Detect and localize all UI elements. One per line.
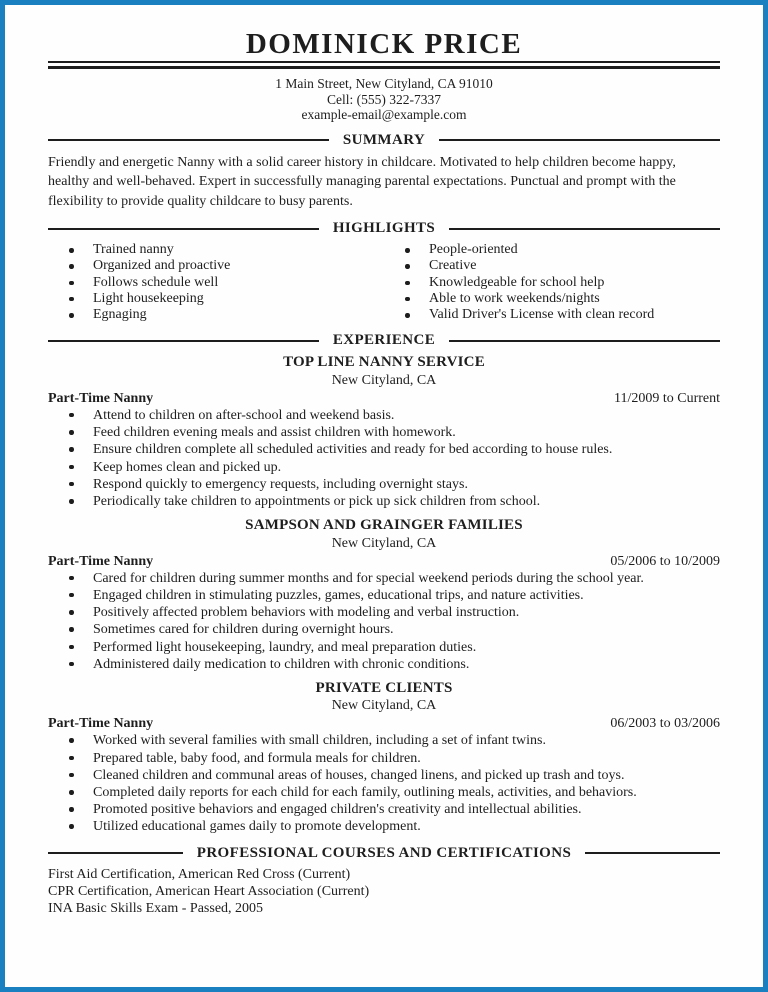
resume-name: DOMINICK PRICE: [245, 28, 523, 60]
job-bullet: Performed light housekeeping, laundry, and meal preparation duties.: [48, 639, 720, 656]
highlight-item: Egnaging: [48, 307, 384, 323]
job-bullet: Positively affected problem behaviors with modeling and verbal instruction.: [48, 604, 720, 621]
highlight-item: Able to work weekends/nights: [384, 291, 720, 307]
job-title: Part-Time Nanny: [48, 553, 154, 569]
experience-section-title: EXPERIENCE: [332, 332, 436, 349]
highlight-item: Valid Driver's License with clean record: [384, 307, 720, 323]
job-dates: 05/2006 to 10/2009: [610, 553, 720, 569]
certification-item: CPR Certification, American Heart Association (Current): [48, 883, 370, 899]
job-bullet: Cared for children during summer months and for special weekend periods during the school year.: [48, 570, 720, 587]
job-bullet: Completed daily reports for each child for each family, outlining meals, activities, and behaviors.: [48, 784, 720, 801]
job-bullet: Prepared table, baby food, and formula meals for children.: [48, 750, 720, 767]
highlights-right-list: [384, 242, 720, 323]
experience-section-header: [48, 332, 720, 349]
summary-section-header: [48, 132, 720, 149]
job-title: Part-Time Nanny: [48, 390, 154, 406]
section-rule-left: [48, 228, 319, 230]
job-bullet-list: [48, 407, 720, 510]
job-bullet: Keep homes clean and picked up.: [48, 459, 720, 476]
job-bullet-list: [48, 570, 720, 673]
highlights-columns: [48, 242, 720, 323]
certification-item: INA Basic Skills Exam - Passed, 2005: [48, 901, 264, 917]
job-bullet: Promoted positive behaviors and engaged children's creativity and intellectual abilities.: [48, 801, 720, 818]
highlight-item: Creative: [384, 258, 720, 274]
job-entry: [48, 354, 720, 510]
header-divider: [48, 61, 720, 69]
certifications-section-header: [48, 845, 720, 862]
summary-text: Friendly and energetic Nanny with a solid career history in childcare. Motivated to help children become happy, healthy and well-behaved. Expert in successfully managing parental expectations. Punctual and prompt with the flexibility to provide quality childcare to busy parents.: [48, 154, 676, 209]
highlights-left-list: [48, 242, 384, 323]
job-title-row: [48, 553, 720, 570]
highlight-item: People-oriented: [384, 242, 720, 258]
job-bullet: Sometimes cared for children during overnight hours.: [48, 621, 720, 638]
section-rule-left: [48, 852, 183, 854]
job-bullet: Feed children evening meals and assist children with homework.: [48, 424, 720, 441]
job-entry: [48, 517, 720, 673]
section-rule-left: [48, 340, 319, 342]
contact-email: example-email@example.com: [301, 107, 467, 122]
section-rule-right: [585, 852, 720, 854]
certifications-section-title: PROFESSIONAL COURSES AND CERTIFICATIONS: [196, 844, 572, 861]
job-bullet: Administered daily medication to children with chronic conditions.: [48, 656, 720, 673]
job-bullet: Ensure children complete all scheduled activities and ready for bed according to house rules.: [48, 441, 720, 458]
section-rule-left: [48, 139, 329, 141]
job-bullet-list: [48, 732, 720, 835]
highlight-item: Light housekeeping: [48, 291, 384, 307]
highlight-item: Knowledgeable for school help: [384, 275, 720, 291]
section-rule-right: [449, 340, 720, 342]
job-dates: 06/2003 to 03/2006: [610, 716, 720, 732]
highlights-section-title: HIGHLIGHTS: [332, 220, 436, 236]
job-title-row: [48, 715, 720, 732]
job-bullet: Periodically take children to appointments or pick up sick children from school.: [48, 493, 720, 510]
contact-block: [48, 76, 720, 123]
highlight-item: Trained nanny: [48, 242, 384, 258]
job-bullet: Worked with several families with small children, including a set of infant twins.: [48, 732, 720, 749]
job-location: New Cityland, CA: [331, 698, 437, 714]
job-bullet: Cleaned children and communal areas of houses, changed linens, and picked up trash and toys.: [48, 767, 720, 784]
job-location: New Cityland, CA: [331, 372, 437, 388]
contact-phone: Cell: (555) 322-7337: [327, 91, 441, 107]
job-bullet: Attend to children on after-school and weekend basis.: [48, 407, 720, 424]
job-location: New Cityland, CA: [331, 535, 437, 551]
job-dates: 11/2009 to Current: [613, 390, 720, 406]
section-rule-right: [439, 139, 720, 141]
job-bullet: Engaged children in stimulating puzzles, games, educational trips, and nature activities.: [48, 587, 720, 604]
job-bullet: Respond quickly to emergency requests, including overnight stays.: [48, 476, 720, 493]
job-entry: [48, 680, 720, 836]
job-bullet: Utilized educational games daily to promote development.: [48, 818, 720, 835]
job-title: Part-Time Nanny: [48, 716, 154, 732]
certifications-list: [48, 866, 720, 918]
highlights-section-header: [48, 220, 720, 237]
job-company: PRIVATE CLIENTS: [315, 679, 453, 696]
job-company: SAMPSON AND GRAINGER FAMILIES: [245, 517, 523, 534]
summary-section-title: SUMMARY: [342, 131, 426, 148]
certification-item: First Aid Certification, American Red Cross (Current): [48, 866, 351, 882]
highlight-item: Organized and proactive: [48, 258, 384, 274]
highlight-item: Follows schedule well: [48, 275, 384, 291]
job-company: TOP LINE NANNY SERVICE: [283, 354, 485, 371]
contact-address: 1 Main Street, New Cityland, CA 91010: [275, 76, 493, 91]
job-title-row: [48, 390, 720, 407]
section-rule-right: [449, 228, 720, 230]
